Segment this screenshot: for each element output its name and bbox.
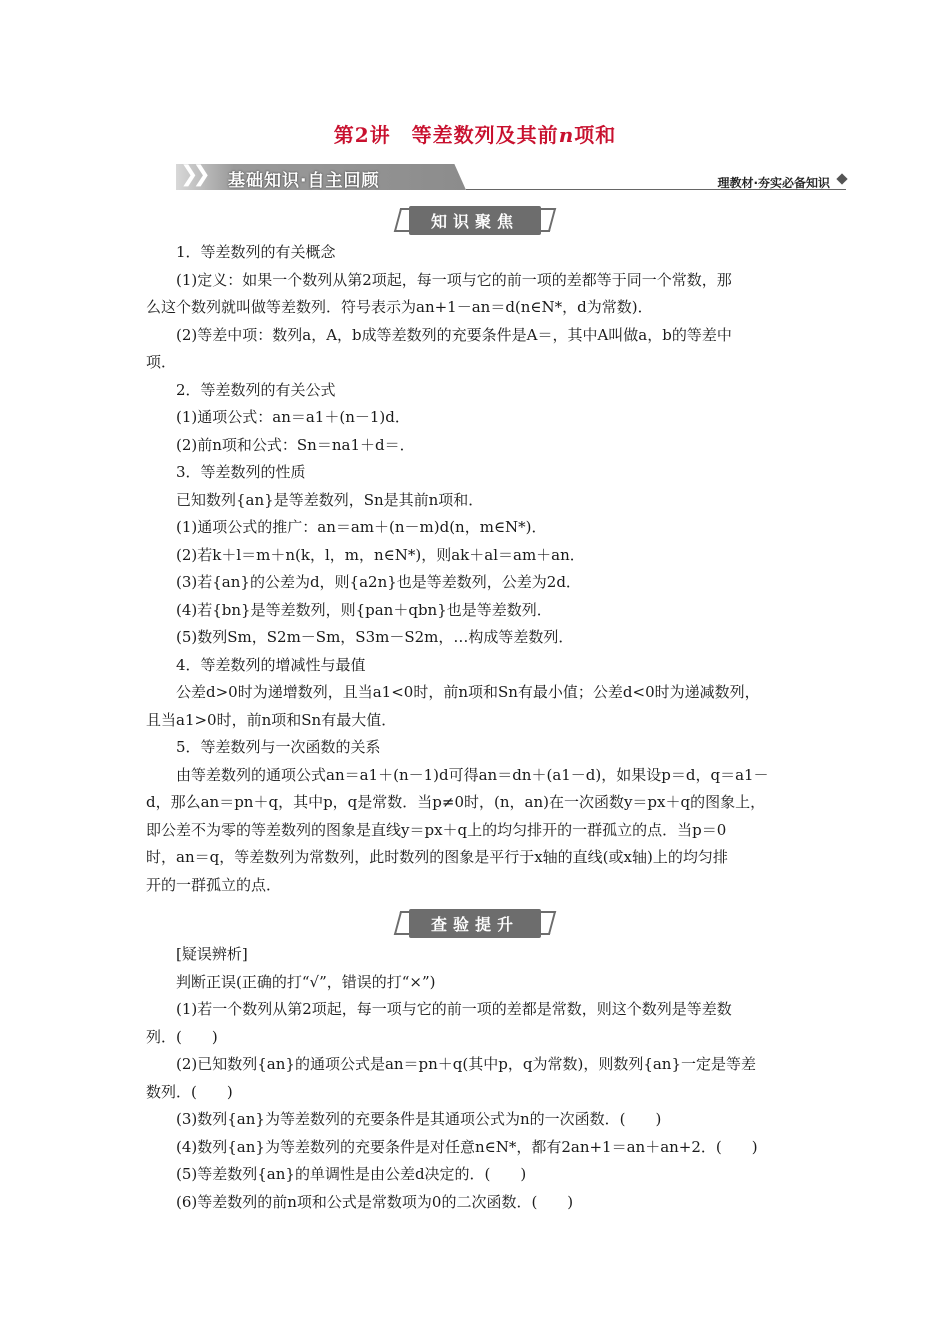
title-suffix: 项和 [574,123,617,147]
line: 列．( ) [146,1027,218,1046]
double-chevron-icon: ❯❯ [180,162,205,187]
page-title [0,119,950,148]
title-prefix: 第2讲 等差数列及其前 [333,123,559,147]
line: (2)已知数列{an}的通项公式是an＝pn＋q(其中p，q为常数)，则数列{an}一定是等差 [176,1055,757,1073]
banner-right-text: 理教材·夯实必备知识 [717,176,830,190]
check-tag-label: 查验提升 [409,909,541,938]
line: (1)若一个数列从第2项起，每一项与它的前一项的差都是常数，则这个数列是等差数 [176,1000,732,1018]
line: (6)等差数列的前n项和公式是常数项为0的二次函数．( ) [176,1192,574,1211]
knowledge-tag [0,206,950,235]
line: (1)通项公式：an＝a1＋(n－1)d． [176,408,410,426]
knowledge-tag-label: 知识聚焦 [409,206,541,235]
line: (3)若{an}的公差为d，则{a2n}也是等差数列，公差为2d． [176,573,581,591]
line: [疑误辨析] [176,945,248,963]
knowledge-content [146,239,810,899]
title-var: n [558,123,575,147]
line: 数列．( ) [146,1082,233,1101]
line: 5．等差数列与一次函数的关系 [176,738,381,756]
line: (2)若k＋l＝m＋n(k，l，m，n∈N*)，则ak＋al＝am＋an． [176,545,585,564]
line: 4．等差数列的增减性与最值 [176,655,366,674]
line: 已知数列{an}是等差数列，Sn是其前n项和． [176,490,484,509]
line: 判断正误(正确的打“√”，错误的打“×”) [176,972,436,991]
line: 么这个数列就叫做等差数列．符号表示为an+1－an＝d(n∈N*，d为常数)． [146,298,653,316]
line: 1．等差数列的有关概念 [176,243,336,261]
line: (3)数列{an}为等差数列的充要条件是其通项公式为n的一次函数．( ) [176,1110,662,1128]
line: (2)前n项和公式：Sn＝na1＋d＝． [176,435,415,454]
line: 时，an＝q，等差数列为常数列，此时数列的图象是平行于x轴的直线(或x轴)上的均匀排 [146,848,728,866]
section-banner [176,158,846,192]
line: 2．等差数列的有关公式 [176,380,336,399]
line: d，那么an＝pn＋q，其中p，q是常数．当p≠0时，(n，an)在一次函数y＝px＋q的图象上， [146,793,766,811]
line: 项． [146,353,177,371]
line: (4)若{bn}是等差数列，则{pan＋qbn}也是等差数列． [176,600,552,619]
diamond-icon [836,173,847,184]
line: (5)等差数列{an}的单调性是由公差d决定的．( ) [176,1165,527,1183]
line: 且当a1>0时，前n项和Sn有最大值． [146,710,397,729]
line: 由等差数列的通项公式an＝a1＋(n－1)d可得an＝dn＋(a1－d)，如果设p＝d，q＝a1－ [176,765,769,784]
line: 公差d>0时为递增数列，且当a1<0时，前n项和Sn有最小值；公差d<0时为递减数列， [176,683,760,701]
line: (1)定义：如果一个数列从第2项起，每一项与它的前一项的差都等于同一个常数，那 [176,270,732,289]
line: (2)等差中项：数列a，A，b成等差数列的充要条件是A＝，其中A叫做a，b的等差中 [176,325,732,344]
check-content [146,941,810,1216]
line: (1)通项公式的推广：an＝am＋(n－m)d(n，m∈N*)． [176,518,547,536]
line: 即公差不为零的等差数列的图象是直线y＝px＋q上的均匀排开的一群孤立的点．当p＝0 [146,820,727,839]
check-tag [0,909,950,938]
banner-left-text: 基础知识·自主回顾 [228,171,380,191]
line: (5)数列Sm，S2m－Sm，S3m－S2m，…构成等差数列． [176,628,574,646]
line: 开的一群孤立的点． [146,875,282,894]
line: 3．等差数列的性质 [176,463,306,481]
line: (4)数列{an}为等差数列的充要条件是对任意n∈N*，都有2an+1＝an＋an+2．( ) [176,1137,758,1156]
